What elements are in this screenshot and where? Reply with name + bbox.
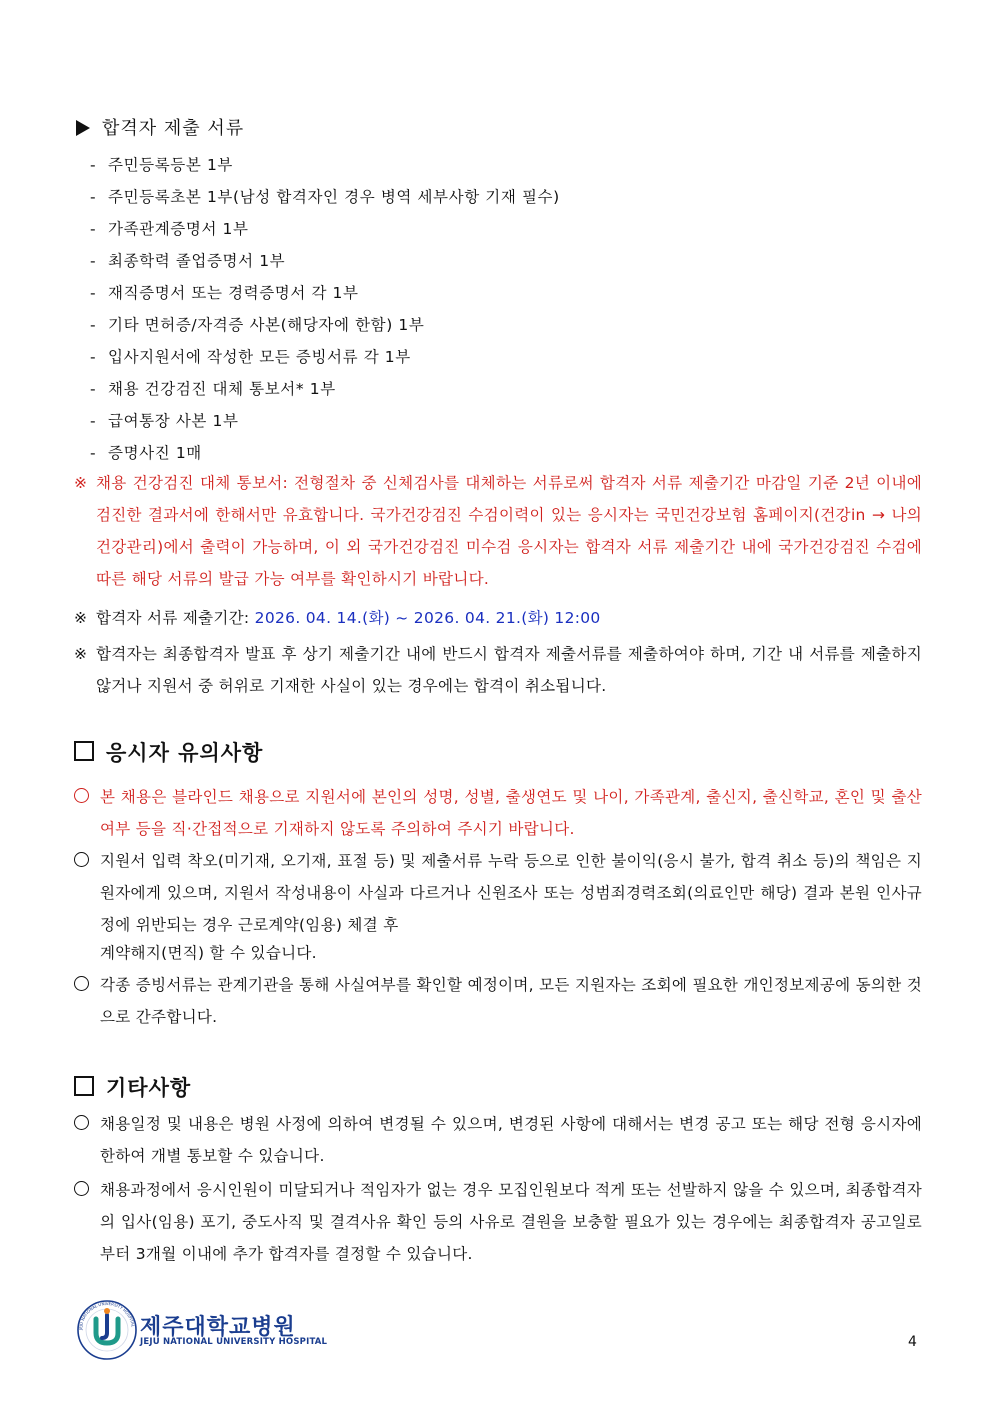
circle-bullet-icon: [74, 1115, 89, 1130]
caution-item: 본 채용은 블라인드 채용으로 지원서에 본인의 성명, 성별, 출생연도 및 나이, 가족관계, 출신지, 출신학교, 혼인 및 출산여부 등을 직·간접적으로 기재하지 않도록 주의하여 주시기 바랍니다.: [74, 781, 922, 845]
caution-item: 각종 증빙서류는 관계기관을 통해 사실여부를 확인할 예정이며, 모든 지원자는 조회에 필요한 개인정보제공에 동의한 것으로 간주합니다.: [74, 969, 922, 1033]
circle-bullet-icon: [74, 788, 89, 803]
submission-docs-heading: [76, 114, 244, 140]
submission-docs-title: 합격자 제출 서류: [102, 118, 245, 139]
list-item: - 입사지원서에 작성한 모든 증빙서류 각 1부: [90, 348, 411, 366]
list-item: - 급여통장 사본 1부: [90, 412, 239, 430]
list-item: - 가족관계증명서 1부: [90, 220, 249, 238]
submission-docs-list: [90, 149, 560, 469]
other-item: 채용과정에서 응시인원이 미달되거나 적임자가 없는 경우 모집인원보다 적게 또는 선발하지 않을 수 있으며, 최종합격자의 입사(임용) 포기, 중도사직 및 결격사유 확인 등의 사유로 결원을 보충할 필요가 있는 경우에는 최종합격자 공고일로부터 3개월 이내에 추가 합격자를 결정할 수 있습니다.: [74, 1174, 922, 1270]
logo-english-name: JEJU NATIONAL UNIVERSITY HOSPITAL: [140, 1337, 328, 1347]
list-item: - 주민등록등본 1부: [90, 156, 233, 174]
submission-period-value: 2026. 04. 14.(화) ~ 2026. 04. 21.(화) 12:00: [254, 609, 601, 627]
circle-bullet-icon: [74, 976, 89, 991]
logo-korean-name: 제주대학교병원: [140, 1315, 296, 1340]
others-heading: 기타사항: [74, 1072, 191, 1102]
page-number: 4: [908, 1334, 917, 1350]
other-item: 채용일정 및 내용은 병원 사정에 의하여 변경될 수 있으며, 변경된 사항에 대해서는 변경 공고 또는 해당 전형 응시자에 한하여 개별 통보할 수 있습니다.: [74, 1108, 922, 1172]
square-bullet-icon: [74, 1076, 94, 1096]
circle-bullet-icon: [74, 852, 89, 867]
submission-period-note: ※ 합격자 서류 제출기간: 2026. 04. 14.(화) ~ 2026. 04. 21.(화) 12:00: [74, 609, 601, 627]
list-item: - 증명사진 1매: [90, 444, 202, 462]
cautions-heading: 응시자 유의사항: [74, 737, 263, 767]
list-item: - 주민등록초본 1부(남성 합격자인 경우 병역 세부사항 기재 필수): [90, 188, 560, 206]
list-item: - 채용 건강검진 대체 통보서* 1부: [90, 380, 336, 398]
health-check-note: ※ 채용 건강검진 대체 통보서: 전형절차 중 신체검사를 대체하는 서류로써 합격자 서류 제출기간 마감일 기준 2년 이내에 검진한 결과서에 한해서만 유효합니다. 국가건강검진 수검이력이 있는 응시자는 국민건강보험 홈페이지(건강in → 나의 건강관리)에서 출력이 가능하며, 이 외 국가건강검진 미수검 응시자는 합격자 서류 제출기간 내에 국가건강검진 수검에 따른 해당 서류의 발급 가능 여부를 확인하시기 바랍니다.: [74, 474, 922, 588]
triangle-bullet-icon: [76, 120, 90, 136]
cancel-note: ※ 합격자는 최종합격자 발표 후 상기 제출기간 내에 반드시 합격자 제출서류를 제출하여야 하며, 기간 내 서류를 제출하지 않거나 지원서 중 허위로 기재한 사실이 있는 경우에는 합격이 취소됩니다.: [74, 645, 922, 695]
square-bullet-icon: [74, 741, 94, 761]
list-item: - 재직증명서 또는 경력증명서 각 1부: [90, 284, 359, 302]
list-item: - 최종학력 졸업증명서 1부: [90, 252, 286, 270]
caution-item-continuation: 계약해지(면직) 할 수 있습니다.: [100, 944, 317, 962]
circle-bullet-icon: [74, 1181, 89, 1196]
list-item: - 기타 면허증/자격증 사본(해당자에 한함) 1부: [90, 316, 425, 334]
seal-dot: [104, 1308, 110, 1314]
caution-item: 지원서 입력 착오(미기재, 오기재, 표절 등) 및 제출서류 누락 등으로 인한 불이익(응시 불가, 합격 취소 등)의 책임은 지원자에게 있으며, 지원서 작성내용이 사실과 다르거나 신원조사 또는 성범죄경력조회(의료인만 해당) 결과 본원 인사규정에 위반되는 경우 근로계약(임용) 체결 후: [74, 845, 922, 941]
seal-text: JEJU NATIONAL UNIVERSITY HOSPITAL: [77, 1300, 136, 1331]
